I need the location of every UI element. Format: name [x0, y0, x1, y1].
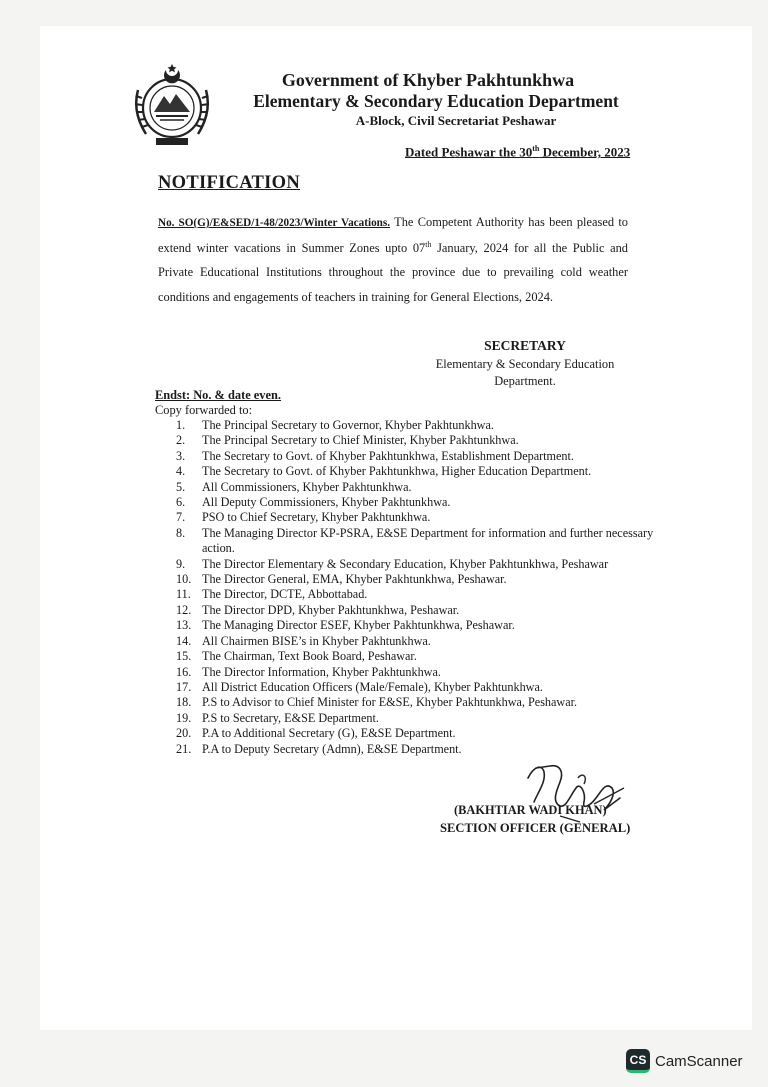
notification-body — [158, 210, 628, 309]
list-item — [176, 695, 656, 710]
list-item-number: 13. — [176, 618, 192, 633]
list-item — [176, 418, 656, 433]
list-item-text: P.S to Secretary, E&SE Department. — [202, 710, 379, 725]
list-item-number: 6. — [176, 495, 186, 510]
list-item-number: 2. — [176, 433, 186, 448]
endorsement-line: Endst: No. & date even. — [155, 388, 281, 402]
list-item-number: 11. — [176, 587, 191, 602]
list-item-number: 3. — [176, 448, 186, 463]
kp-government-emblem-icon — [126, 60, 218, 150]
list-item — [176, 665, 656, 680]
list-item — [176, 510, 656, 525]
body-superscript: th — [425, 239, 432, 249]
list-item — [176, 587, 656, 602]
list-item-number: 19. — [176, 710, 192, 725]
header-department-title: Elementary & Secondary Education Department — [253, 91, 619, 111]
list-item-number: 4. — [176, 464, 186, 479]
list-item-text: All Deputy Commissioners, Khyber Pakhtunkhwa. — [202, 495, 451, 510]
date-prefix: Dated Peshawar the 30 — [405, 144, 533, 160]
list-item-text: PSO to Chief Secretary, Khyber Pakhtunkhwa. — [202, 510, 431, 525]
list-item — [176, 449, 656, 464]
secretary-block — [400, 337, 650, 390]
list-item-number: 20. — [176, 726, 192, 741]
list-item-number: 5. — [176, 479, 186, 494]
header-government-title: Government of Khyber Pakhtunkhwa — [281, 70, 575, 90]
list-item-text: All Chairmen BISE’s in Khyber Pakhtunkhwa. — [202, 633, 431, 648]
notification-heading: NOTIFICATION — [158, 173, 301, 193]
header-address: A-Block, Civil Secretariat Peshawar — [355, 113, 557, 128]
list-item — [176, 711, 656, 726]
list-item-number: 16. — [176, 664, 192, 679]
camscanner-logo-icon: CS — [626, 1049, 650, 1073]
list-item — [176, 726, 656, 741]
signatory-name: (BAKHTIAR WADI KHAN) — [454, 803, 607, 817]
list-item-text: The Director, DCTE, Abbottabad. — [202, 587, 368, 602]
list-item-text: All Commissioners, Khyber Pakhtunkhwa. — [202, 479, 412, 494]
copy-forwarded-label: Copy forwarded to: — [155, 403, 253, 417]
list-item — [176, 634, 656, 649]
secretary-line1: Elementary & Secondary Education — [435, 357, 615, 371]
date-superscript: th — [532, 144, 540, 153]
list-item-number: 1. — [176, 418, 186, 432]
list-item-text: The Director Elementary & Secondary Education, Khyber Pakhtunkhwa, Peshawar — [202, 556, 609, 571]
list-item — [176, 526, 656, 557]
list-item-text: P.A to Additional Secretary (G), E&SE Department. — [202, 726, 456, 741]
list-item — [176, 618, 656, 633]
list-item — [176, 480, 656, 495]
date-line — [405, 144, 630, 160]
secretary-line2: Department. — [494, 374, 556, 388]
list-item-number: 7. — [176, 510, 186, 525]
camscanner-watermark — [626, 1048, 743, 1074]
list-item-number: 21. — [176, 741, 192, 756]
list-item-text: The Principal Secretary to Chief Minister, Khyber Pakhtunkhwa. — [202, 433, 519, 448]
list-item-text: The Secretary to Govt. of Khyber Pakhtunkhwa, Establishment Department. — [202, 448, 574, 463]
list-item-number: 12. — [176, 602, 192, 617]
list-item-number: 10. — [176, 572, 192, 587]
list-item-text: The Director DPD, Khyber Pakhtunkhwa, Peshawar. — [202, 602, 460, 617]
list-item — [176, 742, 656, 757]
list-item-text: The Principal Secretary to Governor, Khyber Pakhtunkhwa. — [202, 418, 494, 432]
list-item — [176, 464, 656, 479]
list-item-number: 8. — [176, 525, 186, 540]
reference-number: No. SO(G)/E&SED/1-48/2023/Winter Vacations. — [158, 217, 391, 229]
list-item — [176, 680, 656, 695]
list-item — [176, 649, 656, 664]
list-item-text: P.A to Deputy Secretary (Admn), E&SE Department. — [202, 741, 462, 756]
list-item-text: All District Education Officers (Male/Female), Khyber Pakhtunkhwa. — [202, 679, 543, 694]
date-suffix: December, 2023 — [539, 144, 631, 160]
list-item-text: The Director Information, Khyber Pakhtunkhwa. — [202, 664, 441, 679]
list-item — [176, 557, 656, 572]
list-item-text: The Managing Director KP-PSRA, E&SE Department for information and further necessary action. — [202, 525, 654, 556]
list-item-number: 18. — [176, 695, 192, 710]
list-item-text: P.S to Advisor to Chief Minister for E&SE, Khyber Pakhtunkhwa, Peshawar. — [202, 695, 578, 710]
list-item-number: 17. — [176, 679, 192, 694]
list-item — [176, 433, 656, 448]
body-text-part2: January, 2024 for all the Public and Private Educational Institutions throughout the province due to prevailing cold weather conditions and engagements of teachers in training for General Elections, 2024. — [158, 240, 628, 304]
secretary-title: SECRETARY — [484, 338, 566, 353]
list-item-number: 14. — [176, 633, 192, 648]
copy-list — [176, 418, 656, 757]
list-item — [176, 572, 656, 587]
list-item-number: 9. — [176, 556, 186, 571]
list-item-text: The Director General, EMA, Khyber Pakhtunkhwa, Peshawar. — [202, 572, 507, 587]
list-item-text: The Secretary to Govt. of Khyber Pakhtunkhwa, Higher Education Department. — [202, 464, 592, 479]
signatory-title: SECTION OFFICER (GENERAL) — [440, 821, 631, 835]
body-text-part1: The Competent Authority has been pleased to extend winter vacations in Summer Zones upto 07 — [158, 215, 628, 255]
list-item-text: The Chairman, Text Book Board, Peshawar. — [202, 649, 417, 664]
list-item-text: The Managing Director ESEF, Khyber Pakhtunkhwa, Peshawar. — [202, 618, 515, 633]
camscanner-label: CamScanner — [655, 1052, 743, 1070]
list-item-number: 15. — [176, 649, 192, 664]
list-item — [176, 603, 656, 618]
list-item — [176, 495, 656, 510]
